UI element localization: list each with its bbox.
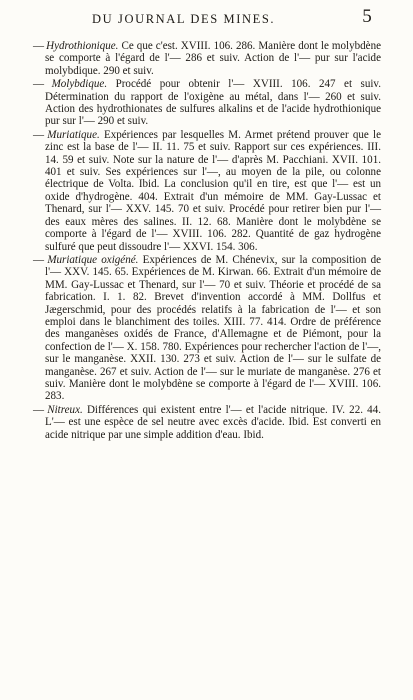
page-header — [0, 4, 413, 30]
entry-text: Différences qui existent entre l'— et l'acide nitrique. IV. 22. 44. L'— est une espèce de sel neutre avec excès d'acide. Ibid. Est converti en acide nitrique par une simple addition d'eau. Ibid. — [45, 403, 381, 441]
index-entry — [33, 78, 381, 128]
entry-heading: Molybdique. — [51, 78, 108, 91]
entry-dash: — — [33, 78, 44, 91]
entry-heading: Muriatique. — [47, 128, 100, 141]
entry-heading: Nitreux. — [47, 403, 83, 416]
entry-heading: Muriatique oxigéné. — [47, 253, 139, 266]
page-number: 5 — [362, 6, 373, 27]
index-entry — [33, 40, 381, 77]
entry-text: Ce que c'est. XVIII. 106. 286. Manière dont le molybdène se comporte à l'égard de l'— 286 et suiv. Action de l'— pur sur l'acide molybdique. 290 et suiv. — [45, 40, 382, 77]
entry-text: Procédé pour obtenir l'— XVIII. 106. 247 et suiv. Détermination du rapport de l'oxigène au métal, dans l'— 260 et suiv. Action des hydrothionates de sulfures alkalins et de l'acide hydrothionique pur sur l'— 290 et suiv. — [45, 78, 381, 128]
index-entry — [33, 129, 381, 253]
index-entry — [33, 404, 381, 441]
entry-dash: — — [33, 403, 44, 416]
entry-dash: — — [33, 128, 44, 141]
entry-heading: Hydrothionique. — [46, 40, 119, 52]
entry-dash: — — [33, 253, 44, 266]
index-entry — [33, 254, 381, 403]
index-entries — [33, 40, 381, 442]
entry-text: Expériences de M. Chénevix, sur la composition de l'— XXV. 145. 65. Expériences de M. Kirwan. 66. Extrait d'un mémoire de MM. Gay-Lussac et Thenard, sur l'— 70 et suiv. Théorie et procédé de sa fabrication. I. 1. 82. Brevet d'invention accordé à MM. Dollfus et Jægerschmid, pour des procédés relatifs à la fabrication de l'— et son emploi dans le blanchiment des toiles. XIII. 77. 414. Ordre de préférence des manganèses oxidés de France, d'Allemagne et de Piémont, pour la confection de l'— X. 158. 780. Expériences pour rechercher l'action de l'—, sur le manganèse. XXII. 130. 273 et suiv. Action de l'— sur le sulfate de manganèse. 267 et suiv. Action de l'— sur le muriate de manganèse. 276 et suiv. Manière dont le molybdène se comporte à l'égard de l'— XVIII. 106. 283. — [45, 253, 382, 403]
running-title: DU JOURNAL DES MINES. — [92, 12, 276, 26]
entry-text: Expériences par lesquelles M. Armet prétend prouver que le zinc est la base de l'— II. 11. 75 et suiv. Rapport sur ces expériences. III. 14. 59 et suiv. Note sur la nature de l'— d'après M. Pacchiani. XVII. 101. 401 et suiv. Ses expériences sur l'—, au moyen de la pile, ou colonne électrique de Volta. Ibid. La conclusion qu'il en tire, est que l'— est un oxide d'hydrogène. 404. Extrait d'un mémoire de MM. Gay-Lussac et Thenard, sur l'— XXV. 145. 70 et suiv. Procédé pour retirer bien pur l'— des eaux mères des salines. II. 12. 68. Manière dont le molybdène se comporte à l'égard de l'— XVIII. 106. 282. Quantité de gaz hydrogène sulfuré que peut dissoudre l'— XXVI. 154. 306. — [45, 128, 381, 253]
entry-dash: — — [33, 40, 44, 52]
